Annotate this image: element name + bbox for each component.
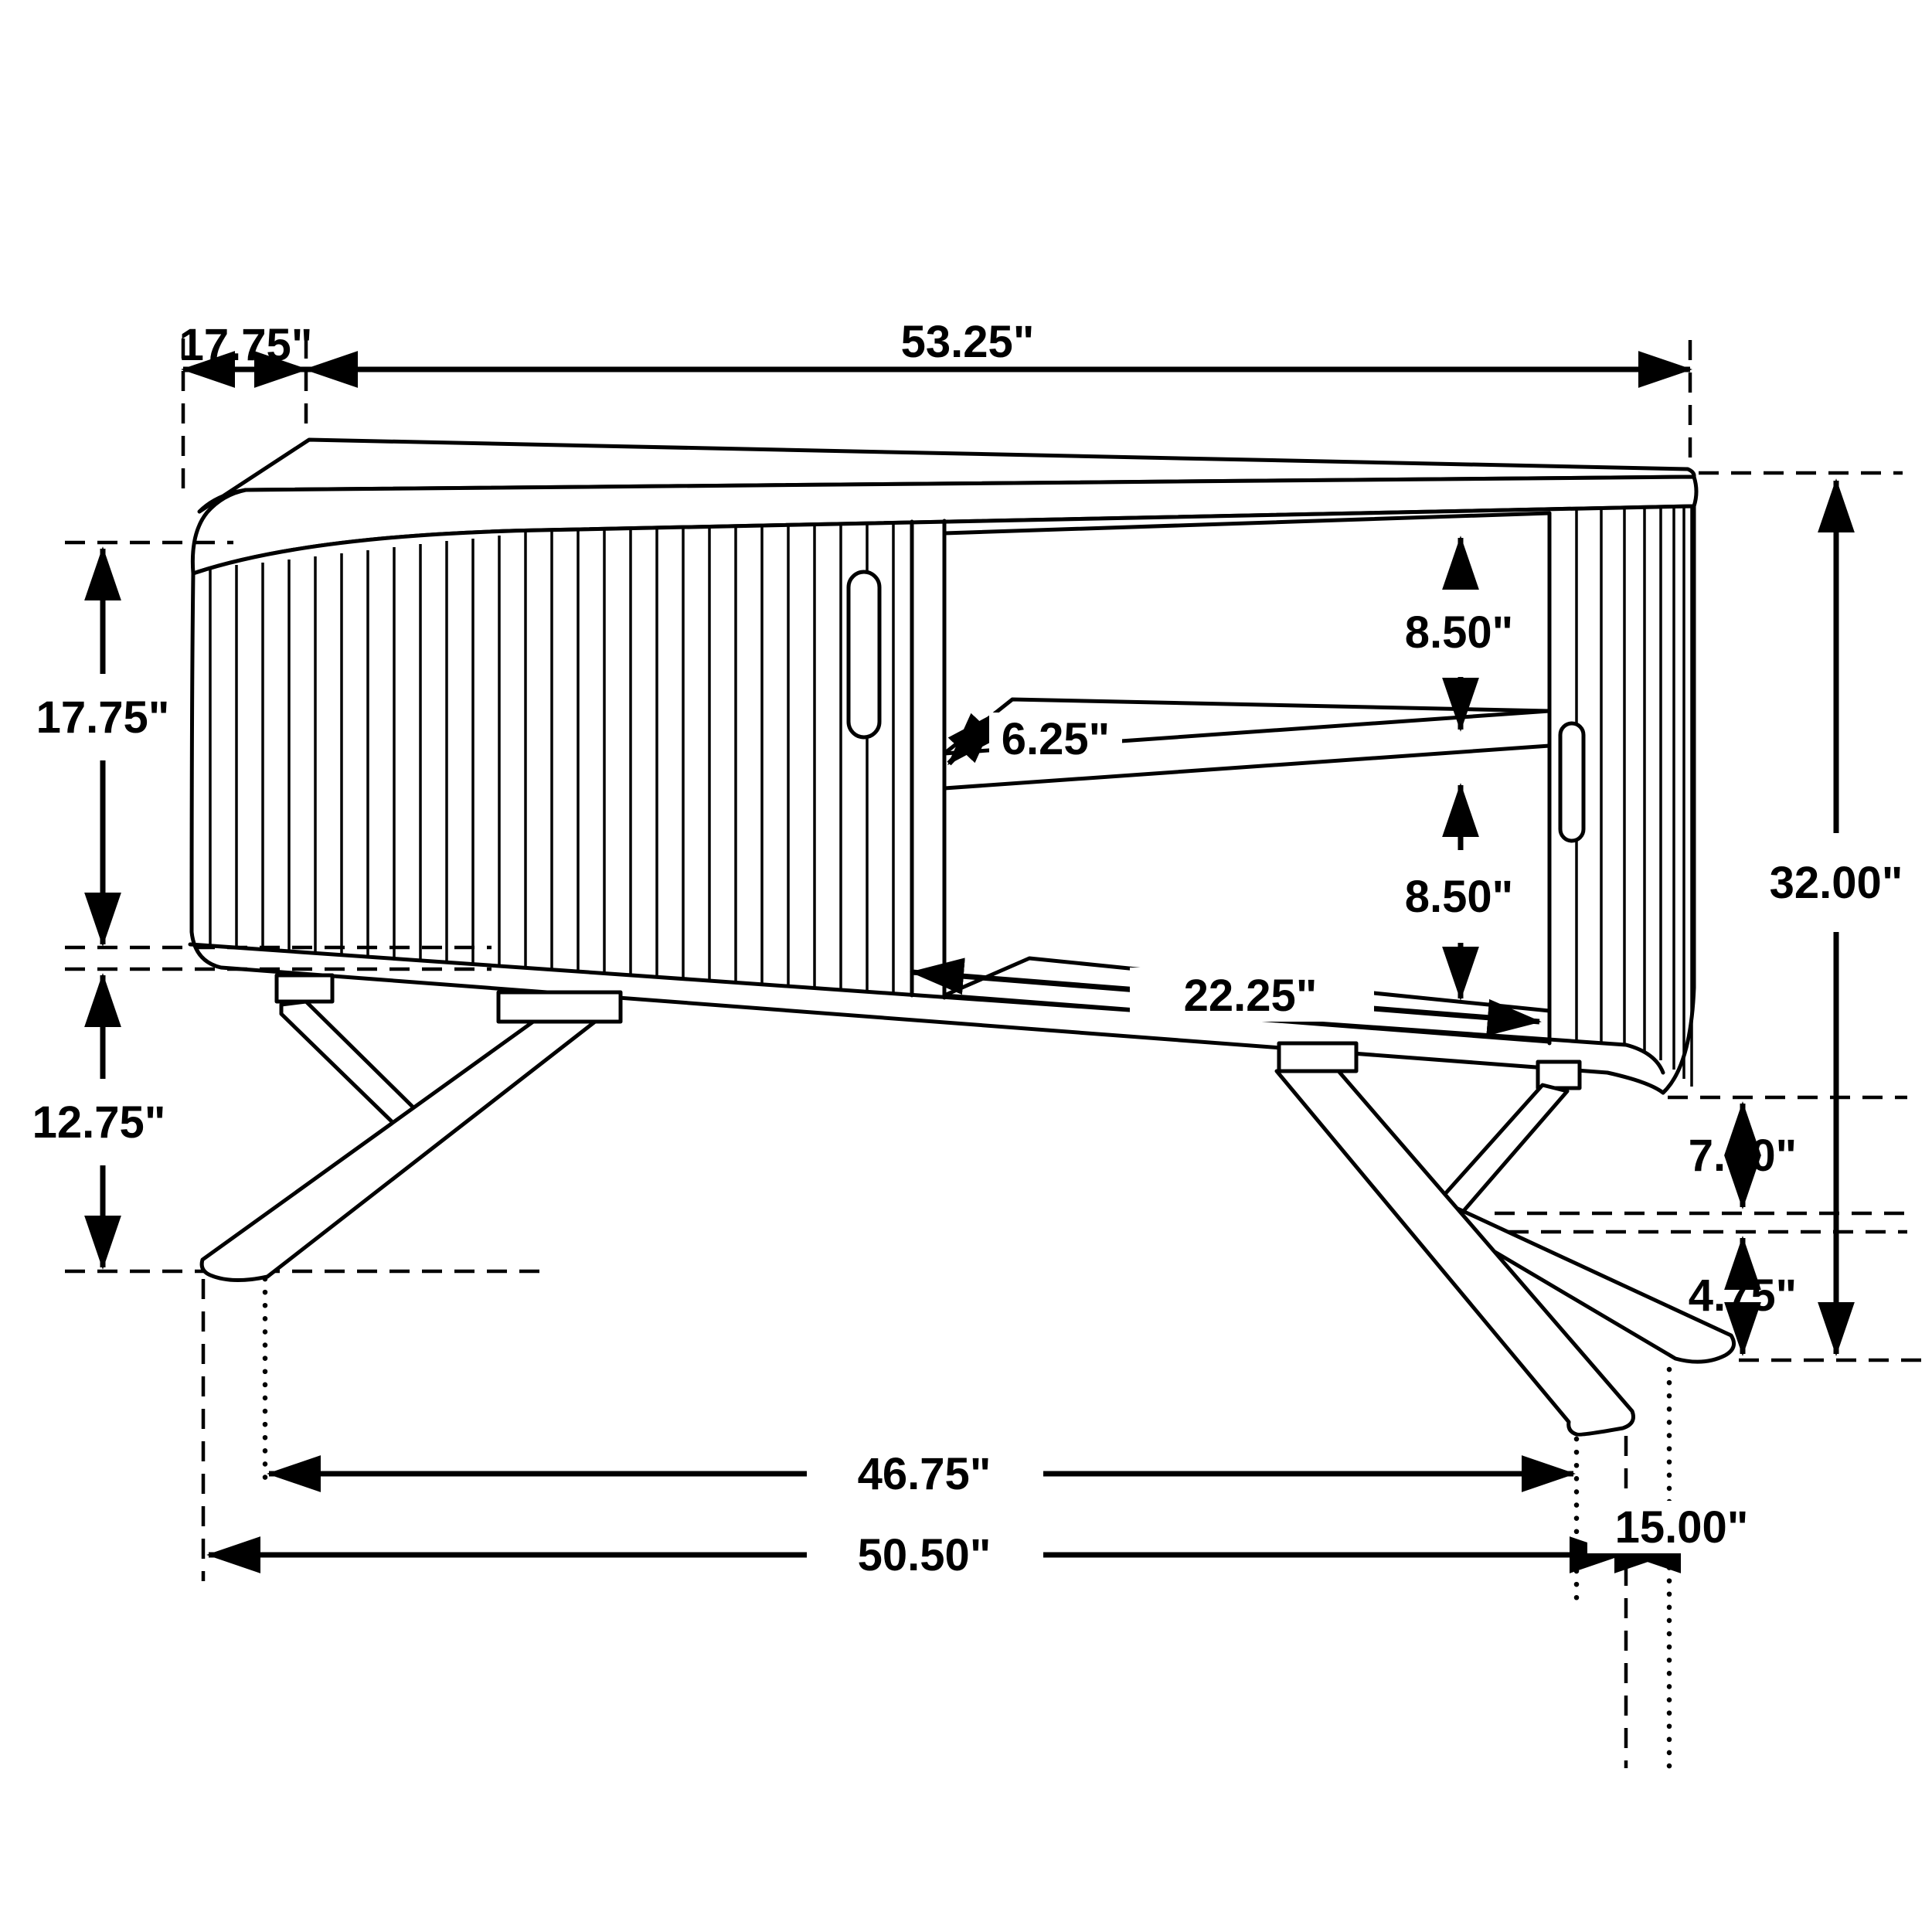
dim-foot-span-inner-label: 46.75" [857, 1449, 992, 1499]
dim-overall-height-label: 32.00" [1769, 858, 1903, 908]
left-door-handle [849, 572, 879, 737]
dim-cabinet-height-label: 17.75" [36, 692, 170, 743]
dim-leg-lower-label: 4.75" [1688, 1270, 1798, 1321]
dim-leg-upper-label: 7.00" [1688, 1131, 1798, 1181]
dim-opening-width-label: 22.25" [1183, 971, 1318, 1021]
right-door-handle [1560, 723, 1583, 841]
support-block [498, 992, 621, 1022]
front-right-leg [1277, 1071, 1634, 1434]
dim-foot-depth-label: 15.00" [1614, 1502, 1749, 1553]
dim-shelf-depth-label: 6.25" [1001, 714, 1111, 764]
dim-leg-clearance-label: 12.75" [32, 1097, 166, 1148]
sideboard-drawing [190, 440, 1696, 1093]
dim-foot-span-outer-label: 50.50" [857, 1530, 992, 1580]
dim-top-width-label: 53.25" [900, 317, 1035, 367]
support-block [1279, 1043, 1356, 1071]
dim-lower-opening-label: 8.50" [1404, 872, 1514, 922]
support-block [277, 975, 332, 1002]
front-left-leg [202, 1022, 595, 1281]
dim-upper-opening-label: 8.50" [1404, 607, 1514, 658]
dim-top-depth-label: 17.75" [179, 320, 313, 370]
